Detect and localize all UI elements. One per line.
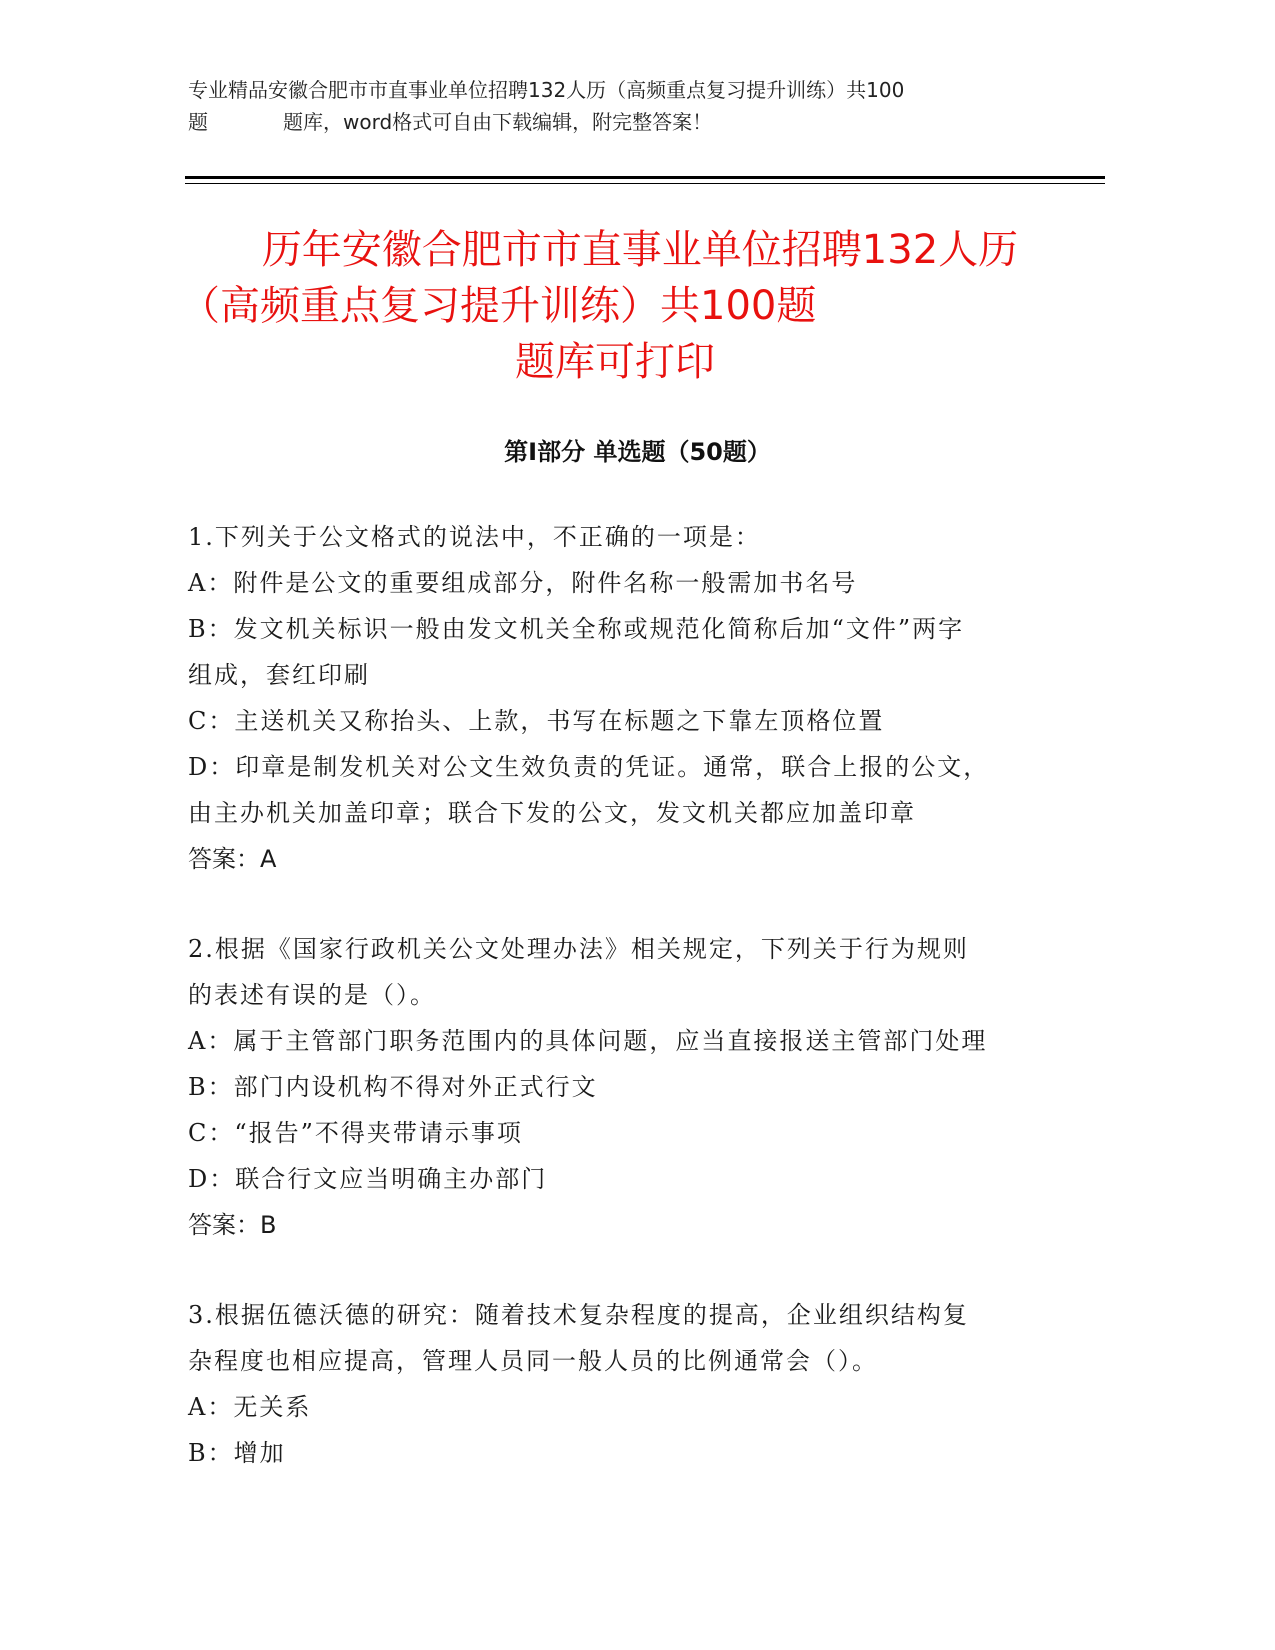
header-note-line-1: 专业精品安徽合肥市市直事业单位招聘132人历（高频重点复习提升训练）共100 [188,78,905,102]
question-option-line: D：联合行文应当明确主办部门 [188,1165,548,1193]
question-stem-line: 的表述有误的是（）。 [188,981,436,1009]
question-option-line: C：“报告”不得夹带请示事项 [188,1119,523,1147]
header-note-line-2-end: 题库，word格式可自由下载编辑，附完整答案！ [283,110,713,134]
question-option-line: A：附件是公文的重要组成部分，附件名称一般需加书名号 [188,569,858,597]
document-title [150,222,1130,390]
question-2 [188,926,1068,1248]
question-option-line: A：属于主管部门职务范围内的具体问题，应当直接报送主管部门处理 [188,1027,988,1055]
question-stem-line: 杂程度也相应提高，管理人员同一般人员的比例通常会（）。 [188,1347,878,1375]
question-stem-line: 1.下列关于公文格式的说法中，不正确的一项是： [188,523,761,551]
question-option-line: A：无关系 [188,1393,312,1421]
document-title-line-3: 题库可打印 [515,339,715,385]
question-answer: 答案：A [188,845,277,873]
question-option-line: B：增加 [188,1439,286,1467]
header-note [188,74,1088,138]
question-list [188,514,1068,1520]
header-divider-thin [185,183,1105,184]
question-stem-line: 2.根据《国家行政机关公文处理办法》相关规定，下列关于行为规则 [188,935,969,963]
section-title: 第Ⅰ部分 单选题（50题） [504,438,771,466]
question-3 [188,1292,1068,1476]
header-note-line-2-start: 题 [188,110,208,134]
question-option-line: B：部门内设机构不得对外正式行文 [188,1073,598,1101]
question-1 [188,514,1068,882]
question-option-line: C：主送机关又称抬头、上款，书写在标题之下靠左顶格位置 [188,707,885,735]
question-option-line: 组成，套红印刷 [188,661,370,689]
header-divider-thick [185,176,1105,179]
document-title-line-1: 历年安徽合肥市市直事业单位招聘132人历 [261,227,1019,273]
header-note-line-2 [188,106,1088,138]
question-answer: 答案：B [188,1211,277,1239]
question-option-line: D：印章是制发机关对公文生效负责的凭证。通常，联合上报的公文， [188,753,990,781]
question-option-line: 由主办机关加盖印章；联合下发的公文，发文机关都应加盖印章 [188,799,916,827]
document-title-line-2: （高频重点复习提升训练）共100题 [180,283,817,329]
question-stem-line: 3.根据伍德沃德的研究：随着技术复杂程度的提高，企业组织结构复 [188,1301,969,1329]
question-option-line: B：发文机关标识一般由发文机关全称或规范化简称后加“文件”两字 [188,615,965,643]
